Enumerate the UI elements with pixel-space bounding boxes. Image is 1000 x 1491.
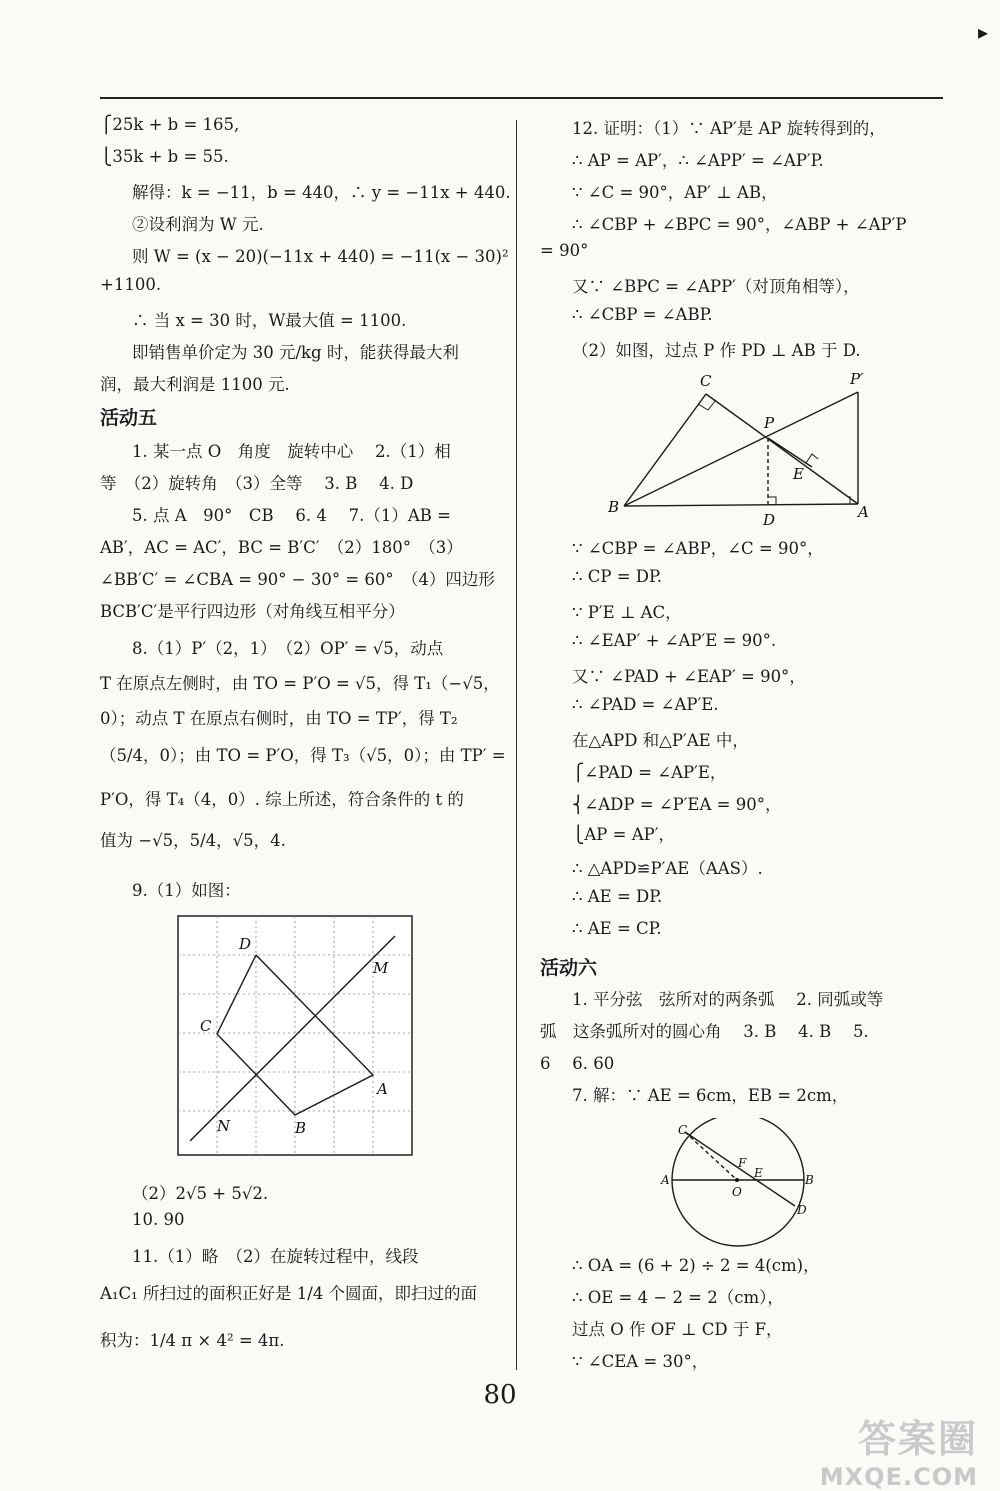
circle-label-f: F [738,1156,747,1170]
text-line: 7. 解：∵ AE = 6cm，EB = 2cm， [572,1086,849,1105]
text-line: （2）2√5 + 5√2. [132,1184,269,1203]
watermark-line2: MXQE.COM [819,1463,978,1491]
tri-label-c: C [700,372,712,390]
text-line: （5/4，0）；由 TO = P′O，得 T₃（√5，0）；由 TP′ = [100,746,506,765]
text-line: 值为 −√5，5/4，√5，4. [100,831,286,850]
watermark [820,1408,978,1491]
text-line: 1. 平分弦 弦所对的两条弧 2. 同弧或等 [572,990,884,1009]
text-line: 则 W = (x − 20)(−11x + 440) = −11(x − 30)² [132,247,509,266]
text-line: 11.（1）略 （2）在旋转过程中，线段 [132,1247,419,1266]
text-line: ∴ OE = 4 − 2 = 2（cm）， [572,1288,784,1307]
tri-label-e: E [793,465,804,483]
text-line: 9.（1）如图： [132,881,241,900]
text-line: 积为：1/4 π × 4² = 4π. [100,1331,285,1350]
grid-label-n: N [217,1117,231,1135]
circle-label-a: A [661,1173,670,1187]
tri-label-d: D [763,511,776,529]
text-line: 1. 某一点 O 角度 旋转中心 2.（1）相 [132,442,451,461]
text-line: BCB′C′是平行四边形（对角线互相平分） [100,602,405,621]
text-line: ∠BB′C′ = ∠CBA = 90° − 30° = 60° （4）四边形 [100,570,495,589]
tri-label-p: P [764,414,775,432]
text-line: 又∵ ∠BPC = ∠APP′（对顶角相等）， [572,277,860,296]
text-line: ⎧25k + b = 165, [100,115,240,134]
text-line: 8.（1）P′（2，1） （2）OP′ = √5，动点 [132,639,444,658]
circle-label-d: D [797,1203,807,1217]
text-line: 润，最大利润是 1100 元. [100,375,290,394]
text-line: 过点 O 作 OF ⊥ CD 于 F， [572,1320,783,1339]
text-line: ∵ ∠C = 90°，AP′ ⊥ AB， [572,183,778,202]
circle-label-c: C [678,1123,688,1137]
circle-label-b: B [805,1173,814,1187]
text-line: ∴ AP = AP′，∴ ∠APP′ = ∠AP′P. [572,151,824,170]
text-line: 0）；动点 T 在原点右侧时，由 TO = TP′，得 T₂ [100,709,458,728]
text-line: ⎧∠PAD = ∠AP′E， [572,763,727,782]
text-line: ∴ ∠CBP = ∠ABP. [572,305,713,324]
text-line: ⎨∠ADP = ∠P′EA = 90°， [572,795,782,814]
text-line: ∴ △APD≌P′AE（AAS）. [572,859,763,878]
text-line: ②设利润为 W 元. [132,215,264,234]
grid-figure [175,913,415,1158]
text-line: P′O，得 T₄（4，0）. 综上所述，符合条件的 t 的 [100,790,464,809]
text-line: ⎩AP = AP′， [572,825,675,844]
section-heading: 活动五 [100,407,158,429]
circle-label-o: O [732,1185,742,1199]
text-line: AB′，AC = AC′，BC = B′C′ （2）180° （3） [100,538,463,557]
text-line: ∴ AE = DP. [572,887,663,906]
text-line: ∴ 当 x = 30 时，W最大值 = 1100. [132,311,407,330]
text-line: ∴ AE = CP. [572,919,662,938]
text-line: T 在原点左侧时，由 TO = P′O = √5，得 T₁（−√5， [100,674,500,693]
text-line: 即销售单价定为 30 元/kg 时，能获得最大利 [132,343,459,362]
grid-label-a: A [377,1080,388,1098]
text-line: ∴ ∠CBP + ∠BPC = 90°，∠ABP + ∠AP′P [572,215,907,234]
grid-label-d: D [239,935,252,953]
text-line: ∴ CP = DP. [572,567,663,586]
text-line: +1100. [100,275,162,294]
text-line: 6 6. 60 [540,1054,615,1073]
text-line: （2）如图，过点 P 作 PD ⊥ AB 于 D. [572,341,861,360]
section-heading: 活动六 [540,957,598,979]
tri-label-b: B [608,498,620,516]
text-line: ∵ ∠CBP = ∠ABP，∠C = 90°， [572,539,824,558]
text-line: 等 （2）旋转角 （3）全等 3. B 4. D [100,474,414,493]
text-line: 解得：k = −11，b = 440，∴ y = −11x + 440. [132,183,511,202]
text-line: ∴ ∠PAD = ∠AP′E. [572,695,719,714]
text-line: 又∵ ∠PAD + ∠EAP′ = 90°， [572,667,806,686]
text-line: = 90° [540,241,589,260]
tri-label-a: A [858,503,869,521]
text-line: ∵ P′E ⊥ AC， [572,603,682,622]
text-line: 10. 90 [132,1210,185,1229]
tri-label-p1: P′ [850,370,864,388]
header-rule [100,97,943,99]
text-line: ∴ ∠EAP′ + ∠AP′E = 90°. [572,631,777,650]
grid-label-m: M [373,959,389,977]
text-line: 弧 这条弧所对的圆心角 3. B 4. B 5. [540,1022,869,1041]
text-line: 在△APD 和△P′AE 中， [572,731,749,750]
circle-label-e: E [754,1166,763,1180]
text-line: A₁C₁ 所扫过的面积正好是 1/4 个圆面，即扫过的面 [100,1284,478,1303]
triangle-figure [600,370,890,530]
text-line: ∵ ∠CEA = 30°， [572,1352,709,1371]
grid-label-c: C [200,1017,212,1035]
corner-mark: ▸ [977,20,988,44]
text-line: ⎩35k + b = 55. [100,147,229,166]
page-number: 80 [483,1380,517,1410]
watermark-line1: 答案圈 [857,1417,978,1461]
grid-label-b: B [295,1119,307,1137]
text-line: 12. 证明：（1）∵ AP′是 AP 旋转得到的， [572,119,886,138]
column-divider [516,120,517,1370]
text-line: 5. 点 A 90° CB 6. 4 7.（1）AB = [132,506,451,525]
circle-figure [655,1118,825,1268]
text-line: ∴ OA = (6 + 2) ÷ 2 = 4(cm)， [572,1256,820,1275]
